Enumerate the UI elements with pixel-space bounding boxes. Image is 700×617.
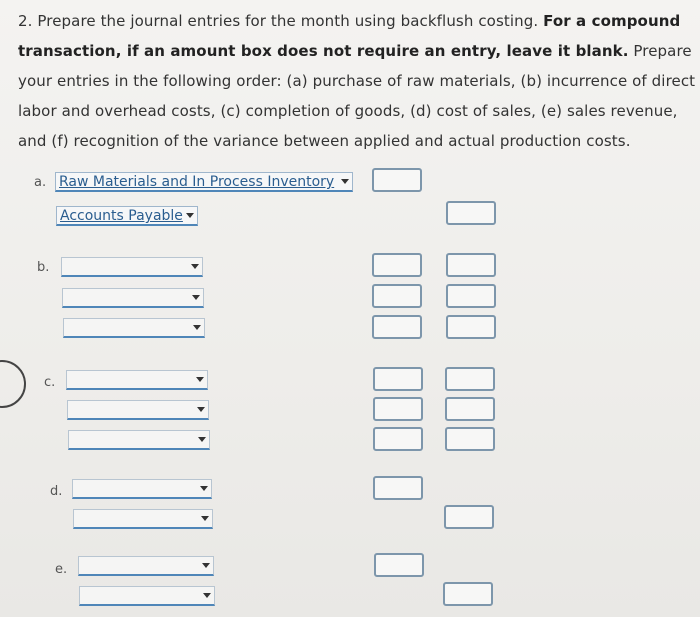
entry-c-debit-amount-2[interactable] <box>373 397 423 421</box>
entry-e-debit-amount[interactable] <box>374 553 424 577</box>
entry-e-credit-amount[interactable] <box>443 582 493 606</box>
entry-b-credit-amount-1[interactable] <box>446 253 496 277</box>
chevron-down-icon <box>193 325 201 330</box>
entry-e-account-select-1[interactable] <box>78 556 214 576</box>
chevron-down-icon <box>196 377 204 382</box>
entry-d-debit-amount[interactable] <box>373 476 423 500</box>
side-tab-circle[interactable] <box>0 360 26 408</box>
chevron-down-icon <box>192 295 200 300</box>
entry-a-debit-account-select[interactable] <box>55 172 353 192</box>
entry-b-letter: b. <box>37 260 50 275</box>
entry-c-credit-amount-1[interactable] <box>445 367 495 391</box>
entry-b-debit-amount-1[interactable] <box>372 253 422 277</box>
chevron-down-icon <box>200 486 208 491</box>
entry-e-account-select-2[interactable] <box>79 586 215 606</box>
entry-b-account-select-3[interactable] <box>63 318 205 338</box>
instructions-bold: For a compound transaction, if an amount box does not require an entry, leave it blank. <box>18 12 681 60</box>
chevron-down-icon <box>191 264 199 269</box>
entry-c-debit-amount-1[interactable] <box>373 367 423 391</box>
entry-a-debit-amount[interactable] <box>372 168 422 192</box>
entry-e-letter: e. <box>55 562 68 577</box>
instructions <box>18 6 698 156</box>
entry-d-credit-amount[interactable] <box>444 505 494 529</box>
entry-c-credit-amount-2[interactable] <box>445 397 495 421</box>
entry-a-credit-account-select[interactable] <box>56 206 198 226</box>
entry-b-debit-amount-3[interactable] <box>372 315 422 339</box>
entry-c-account-select-1[interactable] <box>66 370 208 390</box>
entry-b-account-select-2[interactable] <box>62 288 204 308</box>
chevron-down-icon <box>341 179 349 184</box>
entry-c-credit-amount-3[interactable] <box>445 427 495 451</box>
chevron-down-icon <box>198 437 206 442</box>
entry-b-credit-amount-3[interactable] <box>446 315 496 339</box>
entry-b-account-select-1[interactable] <box>61 257 203 277</box>
entry-c-account-select-2[interactable] <box>67 400 209 420</box>
entry-a-credit-account-value: Accounts Payable <box>60 208 183 224</box>
entry-d-account-select-2[interactable] <box>73 509 213 529</box>
entry-d-account-select-1[interactable] <box>72 479 212 499</box>
entry-c-account-select-3[interactable] <box>68 430 210 450</box>
entry-a-letter: a. <box>34 175 47 190</box>
chevron-down-icon <box>197 407 205 412</box>
entry-b-credit-amount-2[interactable] <box>446 284 496 308</box>
entry-c-letter: c. <box>44 375 56 390</box>
entry-a-debit-account-value: Raw Materials and In Process Inventory <box>59 174 335 190</box>
entry-d-letter: d. <box>50 484 63 499</box>
chevron-down-icon <box>202 563 210 568</box>
entry-c-debit-amount-3[interactable] <box>373 427 423 451</box>
instructions-text-2: Prepare your entries in the following order: (a) purchase of raw materials, (b) incurrence of direct labor and overhead costs, (c) completion of goods, (d) cost of sales, (e) sales revenue, and (f) recognition of the variance between applied and actual production costs. <box>18 42 696 150</box>
entry-b-debit-amount-2[interactable] <box>372 284 422 308</box>
chevron-down-icon <box>203 593 211 598</box>
instructions-text-1: 2. Prepare the journal entries for the month using backflush costing. <box>18 12 544 30</box>
chevron-down-icon <box>201 516 209 521</box>
chevron-down-icon <box>186 213 194 218</box>
entry-a-credit-amount[interactable] <box>446 201 496 225</box>
